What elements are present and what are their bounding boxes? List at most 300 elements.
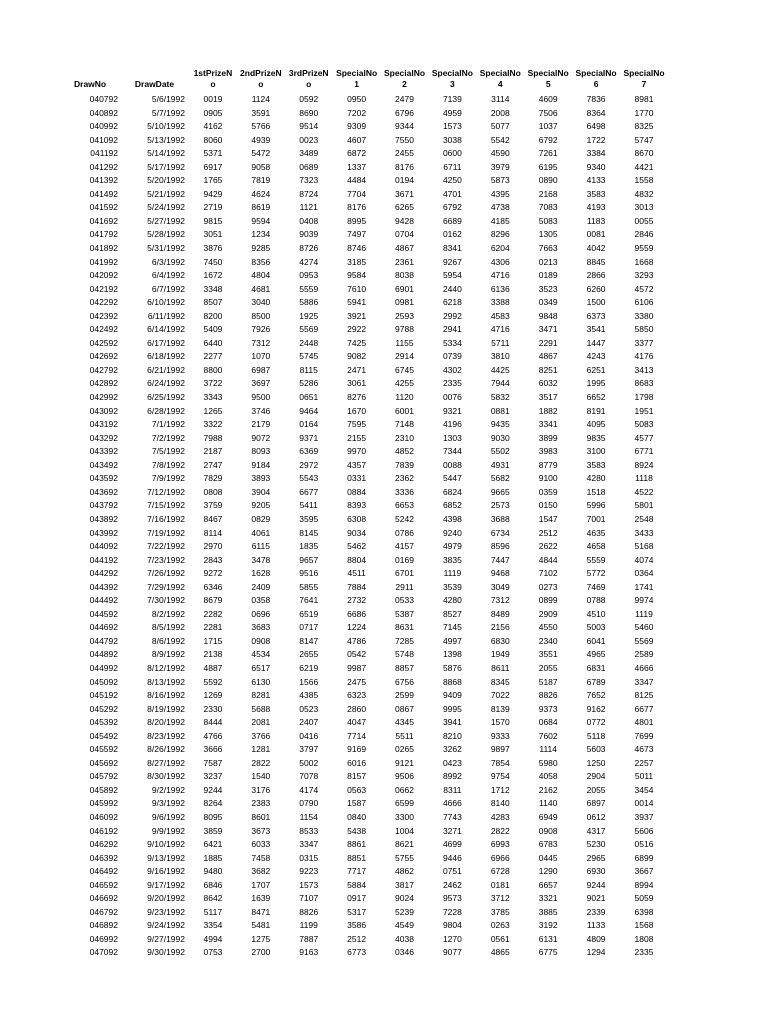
table-row [60,621,668,635]
cell-special-1: 8861 [347,839,367,850]
cell-drawno: 045692 [89,757,118,768]
cell-drawno: 044692 [89,622,118,633]
cell-special-6: 4510 [586,608,606,619]
cell-drawno: 044992 [89,662,118,673]
cell-2nd-prize: 7819 [251,175,271,186]
cell-1st-prize: 8095 [203,811,223,822]
cell-special-7: 1558 [634,175,654,186]
cell-special-2: 0786 [395,527,414,538]
cell-special-3: 4398 [442,513,462,524]
column-header-label: SpecialNo [431,68,473,78]
cell-special-6: 3384 [586,148,606,159]
cell-1st-prize: 1265 [203,405,223,416]
cell-special-1: 8157 [347,771,367,782]
column-header-3rd-prize [285,66,333,93]
cell-2nd-prize: 3682 [251,866,271,877]
cell-3rd-prize: 2655 [299,649,319,660]
cell-special-4: 6204 [490,243,510,254]
cell-special-1: 7610 [347,283,367,294]
cell-3rd-prize: 9516 [299,568,319,579]
cell-special-3: 8527 [442,608,462,619]
cell-special-7: 4074 [634,554,654,565]
cell-special-5: 1140 [539,798,558,809]
table-row [60,310,668,324]
cell-drawno: 046592 [89,879,118,890]
cell-3rd-prize: 8145 [299,527,319,538]
column-header-label: SpecialNo [479,68,521,78]
cell-special-7: 8981 [634,94,654,104]
cell-special-1: 9970 [347,446,367,457]
cell-drawdate: 7/5/1992 [151,446,185,457]
cell-2nd-prize: 4624 [251,188,271,199]
cell-special-5: 3471 [538,324,558,335]
table-row [60,201,668,215]
results-sheet [60,66,668,960]
table-row [60,865,668,879]
cell-special-6: 1500 [586,297,606,308]
cell-2nd-prize: 7312 [251,337,271,348]
table-row [60,445,668,459]
cell-3rd-prize: 6369 [299,446,319,457]
cell-drawno: 044892 [89,649,118,660]
cell-drawdate: 5/27/1992 [147,215,185,226]
cell-1st-prize: 2719 [203,202,223,213]
cell-1st-prize: 0753 [203,947,223,958]
cell-special-5: 9373 [538,703,558,714]
cell-drawno: 044292 [89,568,118,579]
cell-2nd-prize: 0358 [251,595,271,606]
cell-3rd-prize: 9514 [299,121,319,132]
cell-1st-prize: 8060 [203,134,223,145]
cell-special-4: 6136 [490,283,510,294]
cell-special-7: 8325 [634,121,654,132]
cell-special-6: 2339 [586,906,606,917]
cell-drawno: 042892 [89,378,118,389]
cell-special-2: 6796 [395,107,414,118]
cell-special-3: 4701 [442,188,462,199]
cell-special-4: 2573 [490,500,510,511]
cell-special-5: 6195 [538,161,558,172]
cell-3rd-prize: 2407 [299,717,319,728]
cell-special-2: 7550 [395,134,414,145]
cell-special-4: 5711 [491,337,510,348]
cell-drawno: 043792 [89,500,118,511]
cell-special-3: 9995 [442,703,462,714]
cell-special-1: 4357 [347,459,367,470]
cell-1st-prize: 8467 [203,513,223,524]
cell-drawno: 044392 [89,581,118,592]
cell-special-3: 2440 [442,283,462,294]
cell-special-2: 3300 [395,811,414,822]
cell-special-3: 1119 [443,568,462,579]
cell-2nd-prize: 3040 [251,297,271,308]
cell-special-1: 1587 [347,798,367,809]
cell-1st-prize: 2282 [203,608,223,619]
cell-special-3: 6711 [443,161,462,172]
cell-special-1: 6308 [347,513,367,524]
cell-special-1: 8746 [347,243,367,254]
cell-special-3: 0739 [442,351,462,362]
cell-drawdate: 5/7/1992 [151,107,185,118]
cell-drawno: 046792 [89,906,118,917]
cell-special-7: 2589 [634,649,654,660]
cell-special-3: 9267 [442,256,462,267]
cell-special-3: 0088 [442,459,462,470]
cell-special-5: 3321 [538,893,558,904]
cell-special-5: 0189 [538,270,558,281]
cell-special-1: 7202 [347,107,367,118]
cell-special-4: 8611 [491,662,510,673]
cell-special-7: 8683 [634,378,654,389]
cell-special-7: 4176 [634,351,654,362]
cell-special-1: 8276 [347,392,367,403]
cell-1st-prize: 7587 [203,757,223,768]
cell-special-4: 7944 [490,378,510,389]
table-row [60,147,668,161]
cell-1st-prize: 4887 [203,662,223,673]
cell-special-7: 8994 [634,879,654,890]
cell-special-1: 7717 [347,866,367,877]
cell-special-7: 1119 [635,608,653,619]
cell-drawdate: 9/3/1992 [151,798,185,809]
cell-special-7: 2846 [634,229,654,240]
cell-2nd-prize: 4061 [251,527,271,538]
cell-special-7: 5850 [634,324,654,335]
cell-special-2: 2599 [395,690,414,701]
cell-special-5: 1037 [538,121,558,132]
cell-special-2: 4255 [395,378,414,389]
cell-3rd-prize: 5559 [299,283,319,294]
cell-special-3: 4196 [442,419,462,430]
cell-1st-prize: 2747 [203,459,223,470]
cell-special-4: 4283 [490,811,510,822]
cell-special-2: 9788 [395,324,414,335]
cell-drawdate: 9/16/1992 [147,866,185,877]
cell-3rd-prize: 8726 [299,243,319,254]
cell-special-2: 5239 [395,906,414,917]
cell-special-6: 5118 [586,730,606,741]
table-row [60,405,668,419]
cell-special-2: 4862 [395,866,414,877]
cell-3rd-prize: 0416 [299,730,319,741]
table-row [60,770,668,784]
cell-special-3: 6218 [442,297,462,308]
table-row [60,743,668,757]
cell-special-2: 2593 [395,310,414,321]
cell-1st-prize: 2281 [203,622,223,633]
cell-special-7: 2548 [634,513,654,524]
cell-2nd-prize: 1707 [251,879,271,890]
column-header-label: SpecialNo [575,68,617,78]
cell-special-7: 5011 [634,771,654,782]
column-header-label: DrawNo [74,78,107,89]
cell-special-3: 2335 [442,378,462,389]
cell-drawdate: 7/12/1992 [147,486,185,497]
cell-2nd-prize: 7926 [251,324,271,335]
cell-1st-prize: 0019 [203,94,223,104]
cell-special-5: 1305 [538,229,558,240]
cell-2nd-prize: 3697 [251,378,271,389]
cell-2nd-prize: 3766 [251,730,271,741]
cell-special-7: 5083 [634,419,654,430]
table-row [60,757,668,771]
cell-3rd-prize: 6519 [299,608,319,619]
cell-special-3: 6824 [442,486,462,497]
cell-2nd-prize: 3176 [251,784,271,795]
cell-3rd-prize: 8724 [299,188,319,199]
cell-3rd-prize: 6219 [299,662,319,673]
cell-special-5: 6783 [538,839,558,850]
cell-drawdate: 7/19/1992 [147,527,185,538]
cell-3rd-prize: 1121 [299,202,318,213]
cell-special-2: 6745 [395,364,414,375]
cell-special-2: 6901 [395,283,414,294]
cell-special-1: 2860 [347,703,367,714]
cell-drawno: 041692 [89,215,118,226]
cell-special-7: 6398 [634,906,654,917]
cell-1st-prize: 5409 [203,324,223,335]
cell-special-7: 4421 [634,161,654,172]
cell-special-6: 5772 [586,568,606,579]
cell-special-2: 0981 [395,297,414,308]
cell-2nd-prize: 3673 [251,825,271,836]
cell-special-4: 8139 [490,703,510,714]
cell-special-3: 1398 [442,649,462,660]
cell-drawno: 045992 [89,798,118,809]
cell-2nd-prize: 1540 [251,771,271,782]
cell-3rd-prize: 9163 [299,947,319,958]
cell-special-4: 0263 [490,920,510,931]
table-row [60,608,668,622]
table-row [60,797,668,811]
cell-drawdate: 5/17/1992 [147,161,185,172]
cell-special-7: 8670 [634,148,654,159]
cell-3rd-prize: 5286 [299,378,319,389]
cell-1st-prize: 8200 [203,310,223,321]
table-row [60,676,668,690]
cell-3rd-prize: 9223 [299,866,319,877]
table-row [60,120,668,134]
cell-special-5: 2909 [538,608,558,619]
cell-special-4: 4583 [490,310,510,321]
cell-2nd-prize: 8601 [251,811,271,822]
cell-special-4: 3979 [490,161,510,172]
cell-2nd-prize: 1275 [251,933,271,944]
cell-special-5: 1547 [538,513,558,524]
cell-special-2: 0867 [395,703,414,714]
column-header-1st-prize [189,66,237,93]
cell-3rd-prize: 1199 [299,920,318,931]
cell-special-7: 1798 [634,392,654,403]
cell-drawno: 043092 [89,405,118,416]
cell-3rd-prize: 0651 [299,392,319,403]
cell-drawno: 045492 [89,730,118,741]
column-header-label: DrawDate [134,78,175,89]
cell-special-6: 6930 [586,866,606,877]
cell-special-2: 6599 [395,798,414,809]
cell-special-6: 6260 [586,283,606,294]
cell-3rd-prize: 9464 [299,405,319,416]
cell-special-4: 6993 [490,839,510,850]
cell-1st-prize: 5592 [203,676,223,687]
cell-special-3: 0423 [442,757,462,768]
cell-drawdate: 5/13/1992 [147,134,185,145]
cell-1st-prize: 1672 [203,270,223,281]
cell-special-6: 4809 [586,933,606,944]
table-row [60,459,668,473]
cell-special-5: 4058 [538,771,558,782]
cell-special-1: 5317 [347,906,367,917]
cell-3rd-prize: 7323 [299,175,319,186]
cell-drawdate: 9/13/1992 [147,852,185,863]
table-row [60,283,668,297]
cell-special-4: 9897 [490,744,510,755]
cell-special-6: 9340 [586,161,606,172]
cell-special-4: 4185 [490,215,510,226]
cell-drawno: 040992 [89,121,118,132]
cell-3rd-prize: 0689 [299,161,319,172]
cell-drawno: 047092 [89,947,118,958]
cell-drawdate: 7/9/1992 [151,473,185,484]
cell-1st-prize: 3859 [203,825,223,836]
cell-special-6: 6251 [586,364,606,375]
cell-2nd-prize: 9072 [251,432,271,443]
cell-special-7: 6771 [634,446,654,457]
cell-special-1: 6016 [347,757,367,768]
cell-drawdate: 8/23/1992 [147,730,185,741]
table-row [60,256,668,270]
cell-special-4: 6728 [490,866,510,877]
cell-1st-prize: 6846 [203,879,223,890]
cell-special-1: 5941 [347,297,367,308]
cell-special-1: 8804 [347,554,367,565]
cell-special-6: 8191 [586,405,606,416]
cell-drawdate: 7/30/1992 [147,595,185,606]
column-header-label-line2: o [258,78,264,89]
cell-special-2: 5748 [395,649,414,660]
cell-special-2: 0169 [395,554,414,565]
cell-1st-prize: 4994 [203,933,223,944]
column-header-special-5 [524,66,572,93]
cell-special-2: 2362 [395,473,414,484]
cell-1st-prize: 2187 [203,446,223,457]
cell-special-3: 1303 [442,432,462,443]
table-row [60,635,668,649]
cell-special-4: 3114 [491,94,510,104]
table-row [60,93,668,107]
cell-drawdate: 9/17/1992 [147,879,185,890]
cell-special-4: 0881 [490,405,510,416]
table-row [60,432,668,446]
cell-special-6: 3583 [586,188,606,199]
cell-special-4: 4931 [490,459,510,470]
cell-1st-prize: 3322 [203,419,223,430]
cell-3rd-prize: 1154 [299,811,318,822]
cell-special-2: 9024 [395,893,414,904]
cell-special-5: 3192 [538,920,558,931]
cell-special-4: 9754 [490,771,510,782]
column-header-label: SpecialNo [383,68,426,78]
cell-special-2: 1004 [395,825,414,836]
cell-special-4: 4716 [490,270,510,281]
cell-special-1: 2922 [347,324,367,335]
cell-3rd-prize: 5543 [299,473,319,484]
cell-special-1: 3921 [347,310,367,321]
cell-drawdate: 9/24/1992 [147,920,185,931]
cell-special-3: 0162 [442,229,462,240]
cell-drawno: 043592 [89,473,118,484]
table-row [60,228,668,242]
cell-special-3: 6852 [442,500,462,511]
cell-3rd-prize: 4274 [299,256,319,267]
cell-special-3: 4302 [442,364,462,375]
cell-drawno: 046992 [89,933,118,944]
cell-special-1: 7595 [347,419,367,430]
column-header-special-6 [572,66,620,93]
cell-special-5: 3551 [538,649,558,660]
cell-special-4: 0181 [490,879,510,890]
cell-1st-prize: 3666 [203,744,223,755]
cell-special-1: 8851 [347,852,367,863]
table-row [60,350,668,364]
cell-special-3: 5334 [442,337,462,348]
cell-special-6: 1294 [586,947,606,958]
cell-special-5: 7506 [538,107,558,118]
cell-2nd-prize: 5688 [251,703,271,714]
cell-special-4: 3712 [490,893,510,904]
cell-special-4: 4865 [490,947,510,958]
cell-special-5: 0150 [538,500,558,511]
cell-drawdate: 9/27/1992 [147,933,185,944]
cell-special-4: 7447 [490,554,510,565]
cell-drawno: 045192 [89,690,118,701]
cell-drawdate: 5/20/1992 [147,175,185,186]
cell-1st-prize: 8114 [203,527,223,538]
cell-1st-prize: 6421 [203,839,223,850]
cell-special-7: 4832 [634,188,654,199]
cell-special-7: 3377 [634,337,654,348]
cell-special-2: 2310 [395,432,414,443]
cell-special-5: 5187 [538,676,558,687]
cell-drawdate: 5/28/1992 [147,229,185,240]
cell-1st-prize: 9815 [203,215,223,226]
cell-special-6: 5603 [586,744,606,755]
cell-special-5: 8779 [538,459,558,470]
cell-special-6: 4635 [586,527,606,538]
cell-3rd-prize: 5411 [299,500,318,511]
cell-2nd-prize: 1281 [251,744,271,755]
cell-special-3: 7228 [442,906,462,917]
cell-special-2: 0533 [395,595,414,606]
cell-special-4: 9468 [490,568,510,579]
cell-special-2: 9344 [395,121,414,132]
cell-drawno: 040892 [89,107,118,118]
cell-special-7: 0055 [634,215,654,226]
cell-2nd-prize: 1070 [251,351,271,362]
table-row [60,499,668,513]
column-header-label: SpecialNo [527,68,569,78]
cell-special-4: 4425 [490,364,510,375]
cell-special-7: 7699 [634,730,654,741]
cell-special-7: 5569 [634,635,654,646]
column-header-label: SpecialNo [336,68,378,78]
cell-special-3: 8210 [442,730,462,741]
cell-1st-prize: 4162 [203,121,223,132]
cell-special-7: 4522 [634,486,654,497]
cell-special-7: 2335 [634,947,654,958]
cell-special-4: 3049 [490,581,510,592]
cell-drawno: 041892 [89,243,118,254]
